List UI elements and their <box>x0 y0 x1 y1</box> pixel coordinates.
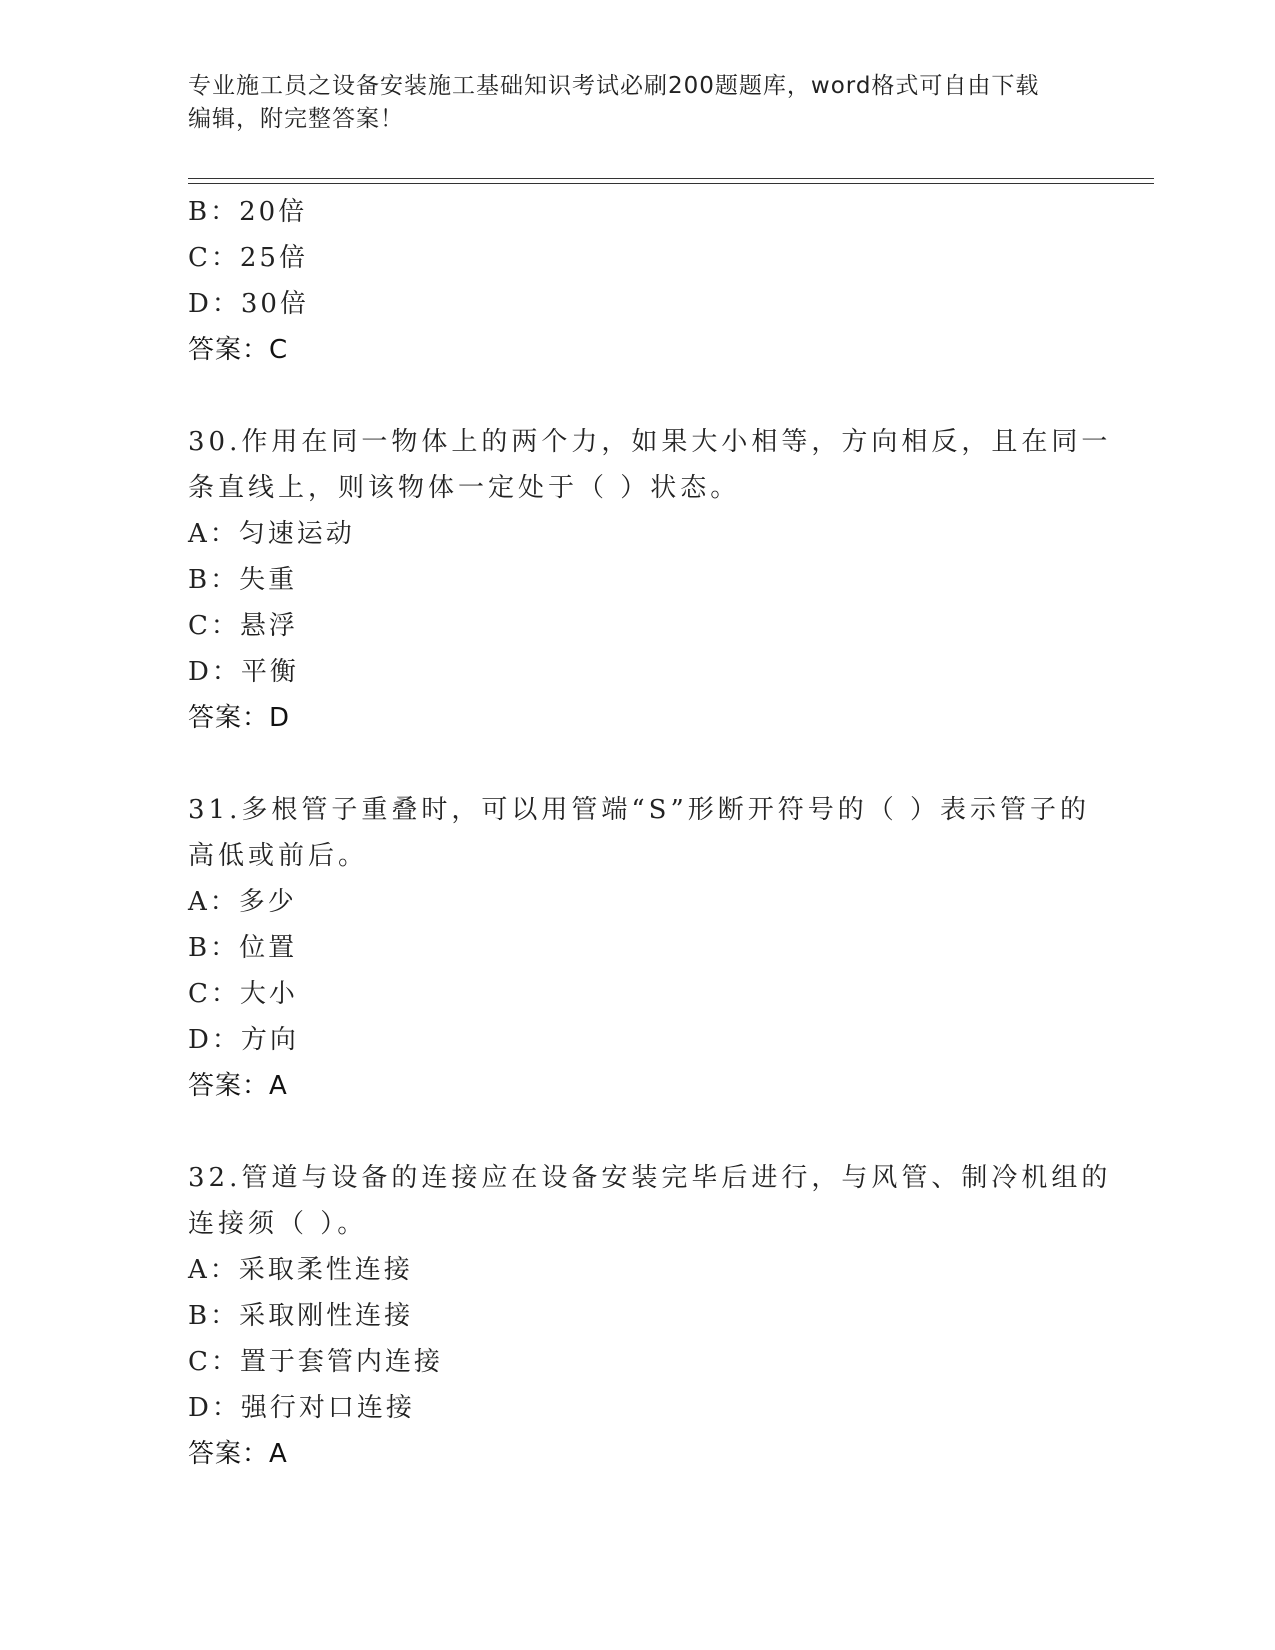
option-d: D：方向 <box>188 1025 299 1055</box>
option-d: D：强行对口连接 <box>188 1393 415 1423</box>
spacer <box>188 373 1088 419</box>
question-30 <box>188 419 1112 741</box>
option-b: B：失重 <box>188 565 298 595</box>
option-d: D：平衡 <box>188 657 299 687</box>
answer-label: 答案：D <box>188 703 291 733</box>
header-divider-bottom <box>188 183 1154 184</box>
option-c: C：置于套管内连接 <box>188 1347 443 1377</box>
header-divider-top <box>188 178 1154 179</box>
question-text-line: 30.作用在同一物体上的两个力，如果大小相等，方向相反，且在同一 <box>188 427 1112 457</box>
option-a: A：匀速运动 <box>188 519 355 549</box>
question-text <box>188 419 1112 511</box>
page-header <box>188 70 1088 136</box>
answer-label: 答案：A <box>188 1439 288 1469</box>
option-b: B：位置 <box>188 933 298 963</box>
question-text <box>188 787 1091 879</box>
option-a: A：多少 <box>188 887 297 917</box>
question-list <box>188 189 1112 1477</box>
option-b: B：采取刚性连接 <box>188 1301 414 1331</box>
option-c: C：悬浮 <box>188 611 298 641</box>
spacer <box>188 1109 1088 1155</box>
answer-label: 答案：C <box>188 335 289 365</box>
option-c: C：25倍 <box>188 243 308 273</box>
question-text-line: 条直线上，则该物体一定处于（ ）状态。 <box>188 473 741 503</box>
question-32 <box>188 1155 1112 1477</box>
question-text-line: 高低或前后。 <box>188 841 369 871</box>
option-d: D：30倍 <box>188 289 309 319</box>
question-text <box>188 1155 1112 1247</box>
answer-label: 答案：A <box>188 1071 288 1101</box>
header-title-line-2: 编辑，附完整答案！ <box>188 106 404 132</box>
question-31 <box>188 787 1091 1109</box>
spacer <box>188 741 1088 787</box>
option-a: A：采取柔性连接 <box>188 1255 413 1285</box>
question-text-line: 31.多根管子重叠时，可以用管端“S”形断开符号的（ ）表示管子的 <box>188 795 1091 825</box>
question-29-continued <box>188 189 1088 373</box>
header-title-line-1: 专业施工员之设备安装施工基础知识考试必刷200题题库，word格式可自由下载 <box>188 73 1040 99</box>
option-c: C：大小 <box>188 979 298 1009</box>
question-text-line: 32.管道与设备的连接应在设备安装完毕后进行，与风管、制冷机组的 <box>188 1163 1112 1193</box>
question-text-line: 连接须（ ）。 <box>188 1209 368 1239</box>
option-b: B：20倍 <box>188 197 308 227</box>
